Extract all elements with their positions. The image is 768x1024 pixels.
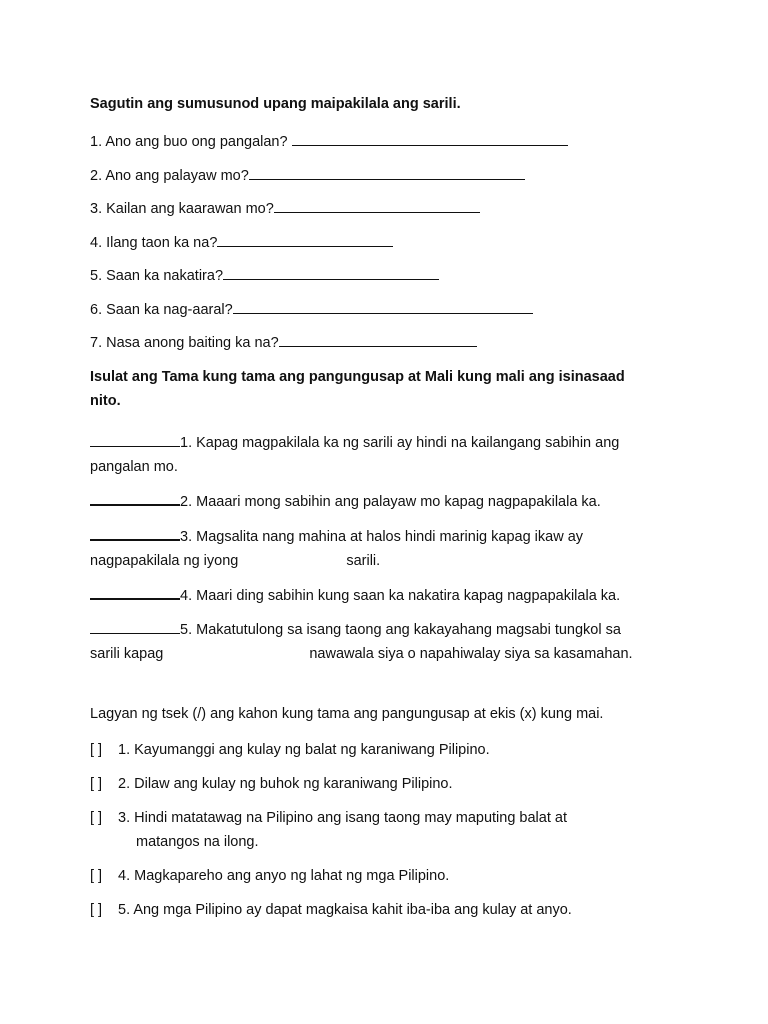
tf-answer-blank-4[interactable] <box>90 583 180 600</box>
tf-item-5-line2b: nawawala siya o napahiwalay siya sa kasamahan. <box>309 645 633 662</box>
tf-item-1 <box>90 431 690 479</box>
checkbox-1[interactable]: [ ] <box>90 741 103 758</box>
tf-item-2-line1: 2. Maaari mong sabihin ang palayaw mo kapag nagpapakilala ka. <box>180 493 601 510</box>
worksheet <box>90 92 690 932</box>
check-item-3 <box>90 806 690 854</box>
answer-blank-2[interactable] <box>249 164 525 180</box>
question-1 <box>90 130 690 150</box>
answer-blank-1[interactable] <box>292 130 568 146</box>
question-4-text: 4. Ilang taon ka na? <box>90 234 218 251</box>
check-item-1 <box>90 738 690 762</box>
check-item-3-text-cont: matangos na ilong. <box>136 833 259 850</box>
answer-blank-3[interactable] <box>274 197 480 213</box>
tf-answer-blank-5[interactable] <box>90 618 180 634</box>
check-item-4 <box>90 864 690 888</box>
question-2-text: 2. Ano ang palayaw mo? <box>90 167 249 184</box>
tf-item-1-line1: 1. Kapag magpakilala ka ng sarili ay hindi na kailangang sabihin ang <box>180 434 620 451</box>
check-item-4-text: 4. Magkapareho ang anyo ng lahat ng mga Pilipino. <box>118 867 450 884</box>
check-item-5 <box>90 898 690 922</box>
section2-heading-line2: nito. <box>90 392 121 409</box>
tf-item-5-line2a: sarili kapag <box>90 645 164 662</box>
check-item-2-text: 2. Dilaw ang kulay ng buhok ng karaniwang Pilipino. <box>118 775 453 792</box>
question-6 <box>90 298 690 318</box>
question-5 <box>90 264 690 284</box>
tf-item-4-line1: 4. Maari ding sabihin kung saan ka nakatira kapag nagpapakilala ka. <box>180 587 621 604</box>
section2-heading <box>90 365 690 413</box>
tf-answer-blank-1[interactable] <box>90 431 180 447</box>
tf-item-3 <box>90 524 690 573</box>
check-item-5-text: 5. Ang mga Pilipino ay dapat magkaisa kahit iba-iba ang kulay at anyo. <box>118 901 572 918</box>
answer-blank-7[interactable] <box>279 331 477 347</box>
tf-item-1-line2: pangalan mo. <box>90 458 178 475</box>
answer-blank-4[interactable] <box>217 231 393 247</box>
checkbox-5[interactable]: [ ] <box>90 901 103 918</box>
answer-blank-6[interactable] <box>233 298 533 314</box>
question-4 <box>90 231 690 251</box>
section2-heading-line1: Isulat ang Tama kung tama ang pangungusap at Mali kung mali ang isinasaad <box>90 368 625 385</box>
section3-intro: Lagyan ng tsek (/) ang kahon kung tama ang pangungusap at ekis (x) kung mai. <box>90 705 604 722</box>
check-item-1-text: 1. Kayumanggi ang kulay ng balat ng karaniwang Pilipino. <box>118 741 490 758</box>
check-item-2 <box>90 772 690 796</box>
question-1-text: 1. Ano ang buo ong pangalan? <box>90 134 292 150</box>
tf-answer-blank-2[interactable] <box>90 489 180 506</box>
section1-heading: Sagutin ang sumusunod upang maipakilala ang sarili. <box>90 96 461 112</box>
checkbox-2[interactable]: [ ] <box>90 775 103 792</box>
tf-item-5-line1: 5. Makatutulong sa isang taong ang kakayahang magsabi tungkol sa <box>180 621 621 638</box>
question-5-text: 5. Saan ka nakatira? <box>90 268 224 284</box>
question-7 <box>90 331 690 351</box>
question-7-text: 7. Nasa anong baiting ka na? <box>90 335 279 351</box>
question-3-text: 3. Kailan ang kaarawan mo? <box>90 201 274 217</box>
tf-item-3-line2a: nagpapakilala ng iyong <box>90 552 239 569</box>
tf-item-2 <box>90 489 690 514</box>
tf-item-3-line1: 3. Magsalita nang mahina at halos hindi marinig kapag ikaw ay <box>180 528 584 545</box>
answer-blank-5[interactable] <box>223 264 439 280</box>
tf-item-5 <box>90 618 690 666</box>
check-item-3-text: 3. Hindi matatawag na Pilipino ang isang taong may maputing balat at <box>118 809 567 826</box>
checkbox-3[interactable]: [ ] <box>90 809 103 826</box>
question-2 <box>90 164 690 184</box>
question-6-text: 6. Saan ka nag-aaral? <box>90 301 233 318</box>
tf-item-3-line2b: sarili. <box>346 552 381 569</box>
question-3 <box>90 197 690 217</box>
checkbox-4[interactable]: [ ] <box>90 867 103 884</box>
tf-answer-blank-3[interactable] <box>90 524 180 541</box>
tf-item-4 <box>90 583 690 608</box>
